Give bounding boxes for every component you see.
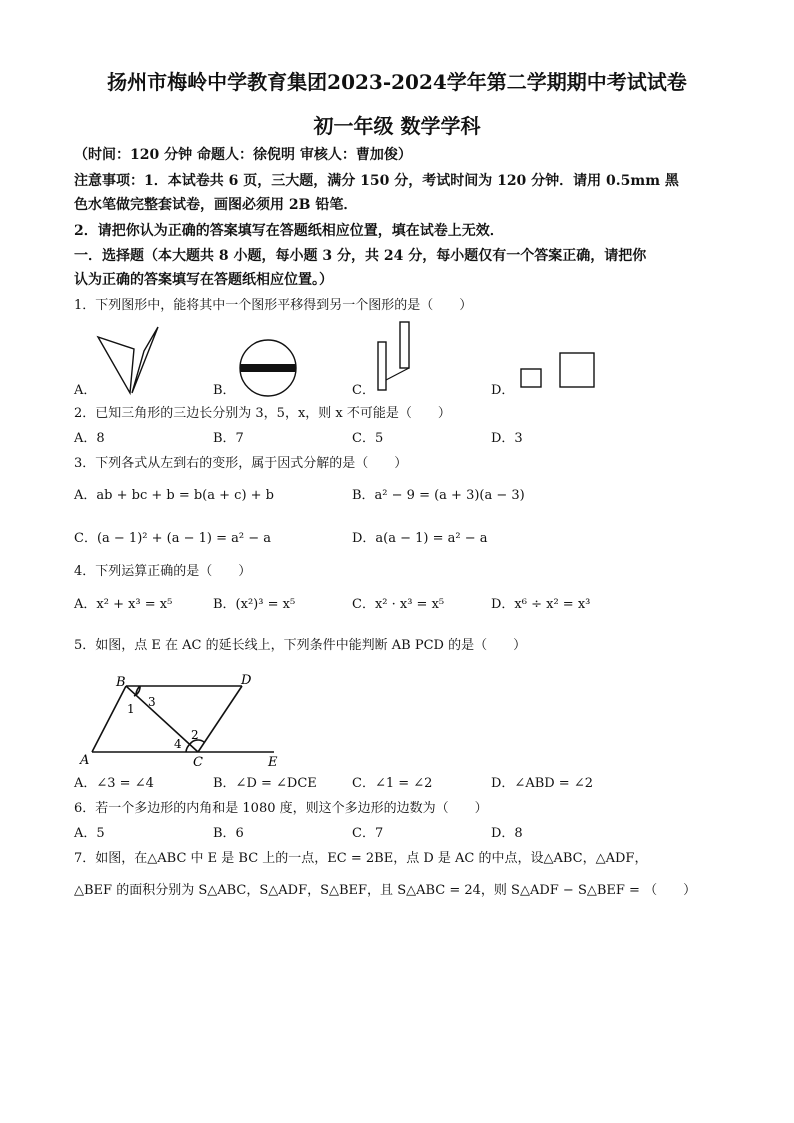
q6-stem: 6．若一个多边形的内角和是 1080 度，则这个多边形的边数为（ ） xyxy=(74,801,488,816)
notice-line-1: 注意事项：1．本试卷共 6 页，三大题，满分 150 分，考试时间为 120 分钟．请用 0.5mm 黑 xyxy=(74,173,679,189)
q2-option-b[interactable]: B．7 xyxy=(213,431,244,446)
section1-line-1: 一．选择题（本大题共 8 小题，每小题 3 分，共 24 分，每小题仅有一个答案正确，请把你 xyxy=(74,248,647,264)
exam-subtitle: 初一年级 数学学科 xyxy=(313,114,481,138)
q2-option-c[interactable]: C．5 xyxy=(352,431,384,446)
q3-option-d[interactable]: D．a(a − 1) = a² − a xyxy=(352,531,488,546)
q1-figure-b xyxy=(236,338,304,398)
notice-line-3: 2．请把你认为正确的答案填写在答题纸相应位置，填在试卷上无效． xyxy=(74,223,504,239)
q5-option-b[interactable]: B．∠D = ∠DCE xyxy=(213,776,317,791)
q6-option-b[interactable]: B．6 xyxy=(213,826,244,841)
q5-angle-1: 1 xyxy=(127,702,135,716)
q5-option-d[interactable]: D．∠ABD = ∠2 xyxy=(491,776,594,791)
exam-title: 扬州市梅岭中学教育集团2023-2024学年第二学期期中考试试卷 xyxy=(107,70,687,94)
q4-stem: 4．下列运算正确的是（ ） xyxy=(74,564,252,579)
q4-option-c[interactable]: C．x² · x³ = x⁵ xyxy=(352,597,445,612)
exam-meta: （时间：120 分钟 命题人：徐倪明 审核人：曹加俊） xyxy=(74,147,412,163)
q1-figure-c xyxy=(374,320,426,394)
q5-label-e: E xyxy=(268,755,278,770)
q4-option-a[interactable]: A．x² + x³ = x⁵ xyxy=(74,597,173,612)
q5-label-c: C xyxy=(193,755,203,770)
q1-option-d[interactable]: D． xyxy=(491,383,515,398)
q3-option-b[interactable]: B．a² − 9 = (a + 3)(a − 3) xyxy=(352,488,525,503)
q1-figure-d xyxy=(518,351,602,393)
q7-stem-line-2: △BEF 的面积分别为 S△ABC，S△ADF，S△BEF，且 S△ABC = 24，则 S△ADF − S△BEF = （ ） xyxy=(74,883,697,898)
q3-stem: 3．下列各式从左到右的变形，属于因式分解的是（ ） xyxy=(74,456,408,471)
notice-line-2: 色水笔做完整套试卷，画图必须用 2B 铅笔． xyxy=(74,197,358,213)
section1-line-2: 认为正确的答案填写在答题纸相应位置。） xyxy=(74,272,333,288)
q6-option-c[interactable]: C．7 xyxy=(352,826,384,841)
q5-stem: 5．如图，点 E 在 AC 的延长线上，下列条件中能判断 AB PCD 的是（ ） xyxy=(74,638,527,653)
q1-figure-a xyxy=(96,325,166,397)
q1-option-c[interactable]: C． xyxy=(352,383,375,398)
q5-figure xyxy=(78,672,290,772)
q5-option-a[interactable]: A．∠3 = ∠4 xyxy=(74,776,154,791)
q2-option-a[interactable]: A．8 xyxy=(74,431,105,446)
q5-angle-2: 2 xyxy=(191,728,199,742)
q7-stem-line-1: 7．如图，在△ABC 中 E 是 BC 上的一点，EC = 2BE，点 D 是 AC 的中点，设△ABC，△ADF， xyxy=(74,851,648,866)
q2-option-d[interactable]: D．3 xyxy=(491,431,523,446)
q6-option-a[interactable]: A．5 xyxy=(74,826,105,841)
q1-stem: 1．下列图形中，能将其中一个图形平移得到另一个图形的是（ ） xyxy=(74,298,473,313)
q3-option-a[interactable]: A．ab + bc + b = b(a + c) + b xyxy=(74,488,274,503)
q3-option-c[interactable]: C．(a − 1)² + (a − 1) = a² − a xyxy=(74,531,271,546)
q5-label-b: B xyxy=(116,675,126,690)
q4-option-b[interactable]: B．(x²)³ = x⁵ xyxy=(213,597,296,612)
q1-option-a[interactable]: A． xyxy=(74,383,97,398)
q1-option-b[interactable]: B． xyxy=(213,383,236,398)
q5-option-c[interactable]: C．∠1 = ∠2 xyxy=(352,776,433,791)
q2-stem: 2．已知三角形的三边长分别为 3，5，x，则 x 不可能是（ ） xyxy=(74,406,451,421)
q5-label-d: D xyxy=(241,673,252,688)
q5-angle-3: 3 xyxy=(148,695,156,709)
q4-option-d[interactable]: D．x⁶ ÷ x² = x³ xyxy=(491,597,591,612)
q5-label-a: A xyxy=(80,753,90,768)
q6-option-d[interactable]: D．8 xyxy=(491,826,523,841)
q5-angle-4: 4 xyxy=(174,737,182,751)
